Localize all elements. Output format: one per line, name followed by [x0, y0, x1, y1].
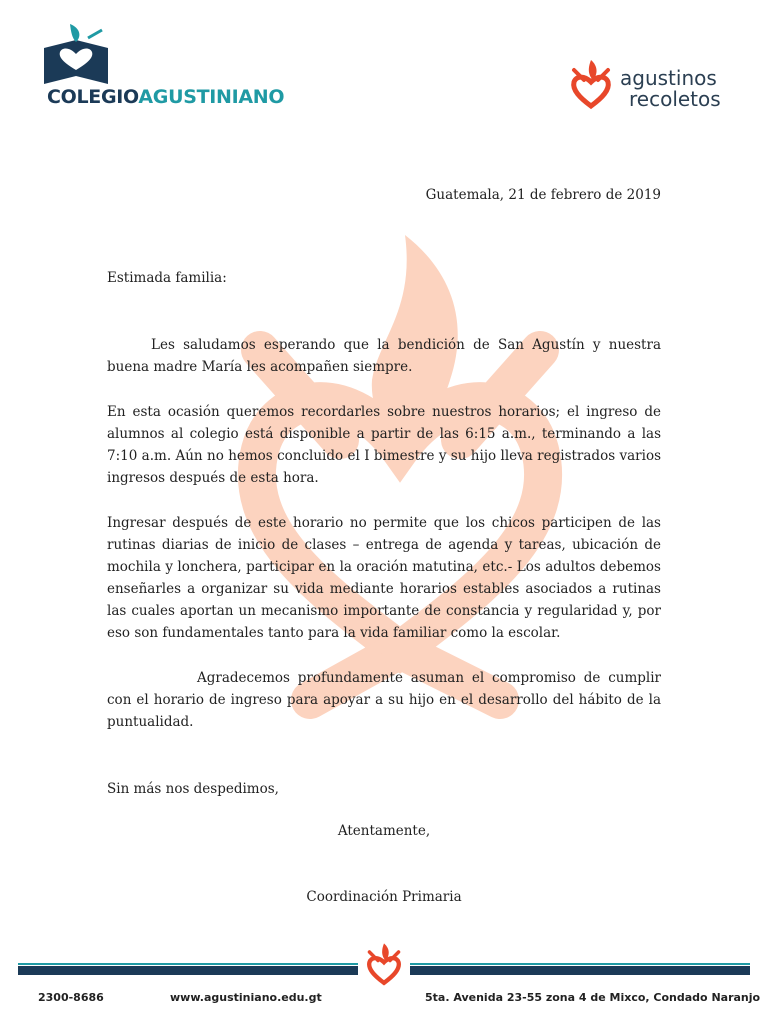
footer-divider-left: [18, 966, 358, 975]
letter-date: Guatemala, 21 de febrero de 2019: [425, 187, 661, 203]
footer-divider-left-accent: [18, 963, 358, 965]
school-logo-part2: AGUSTINIANO: [138, 86, 285, 108]
footer-divider-right: [410, 966, 750, 975]
footer-phone: 2300-8686: [38, 991, 104, 1004]
school-crest-icon: [40, 20, 112, 90]
agustinos-heart-icon: [568, 56, 614, 112]
paragraph-greeting: Les saludamos esperando que la bendición de San Agustín y nuestra buena madre María les acompañen siempre.: [107, 337, 661, 375]
order-logo-text: [620, 68, 721, 110]
footer-heart-icon: [364, 940, 404, 988]
paragraph-routines: Ingresar después de este horario no permite que los chicos participen de las rutinas diarias de inicio de clases – entrega de agenda y tareas, ubicación de mochila y lonchera, participar en la oración matutina, etc.- Los adultos debemos enseñarles a organizar su vida mediante horarios estables asociados a rutinas las cuales aportan un mecanismo importante de constancia y regularidad y, por eso son fundamentales tanto para la vida familiar como la escolar.: [107, 515, 661, 641]
salutation: Estimada familia:: [107, 270, 227, 286]
school-logo-part1: COLEGIO: [47, 86, 139, 108]
paragraph-schedule: En esta ocasión queremos recordarles sobre nuestros horarios; el ingreso de alumnos al colegio está disponible a partir de las 6:15 a.m., terminando a las 7:10 a.m. Aún no hemos concluido el I bimestre y su hijo lleva registrados varios ingresos después de esta hora.: [107, 404, 661, 486]
signature: Coordinación Primaria: [306, 889, 462, 905]
paragraph-thanks: Agradecemos profundamente asuman el compromiso de cumplir con el horario de ingreso para apoyar a su hijo en el desarrollo del hábito de la puntualidad.: [107, 670, 661, 730]
regards: Atentamente,: [337, 823, 431, 839]
order-logo-line2: recoletos: [629, 87, 721, 111]
footer-website[interactable]: www.agustiniano.edu.gt: [170, 991, 322, 1004]
closing-line: Sin más nos despedimos,: [107, 781, 279, 797]
school-logo-text: [47, 86, 284, 108]
footer-address: 5ta. Avenida 23-55 zona 4 de Mixco, Condado Naranjo: [425, 991, 761, 1004]
order-logo-line1: agustinos: [620, 66, 717, 90]
footer-divider-right-accent: [410, 963, 750, 965]
